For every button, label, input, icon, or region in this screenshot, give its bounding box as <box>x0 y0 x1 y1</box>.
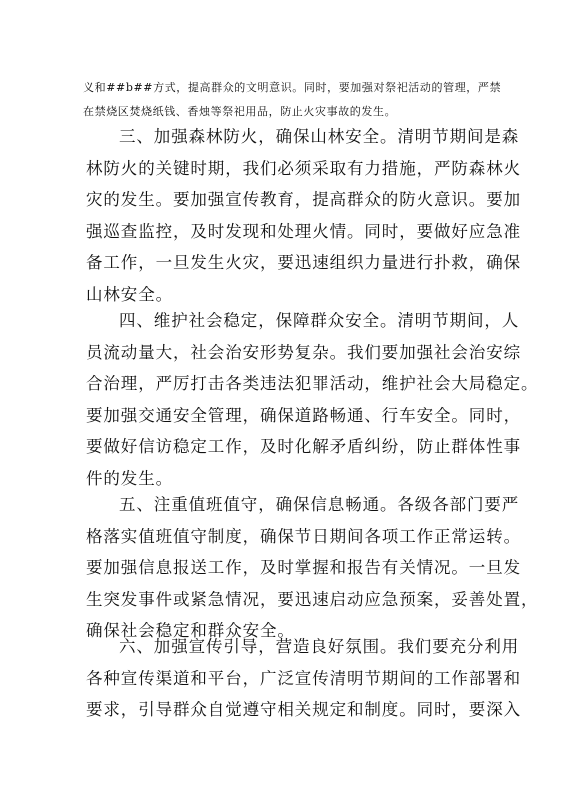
paragraph-publicity <box>86 631 521 726</box>
paragraph-line: 六、加强宣传引导，营造良好氛围。我们要充分利用 <box>119 637 520 656</box>
paragraph-line: 备工作，一旦发生火灾，要迅速组织力量进行扑救，确保 <box>86 253 521 272</box>
paragraph-forest-fire <box>86 121 521 310</box>
paragraph-duty-watch <box>86 489 539 647</box>
paragraph-social-stability <box>86 305 539 494</box>
paragraph-line: 要加强信息报送工作，及时掌握和报告有关情况。一旦发 <box>86 558 521 577</box>
paragraph-line: 格落实值班值守制度，确保节日期间各项工作正常运转。 <box>86 526 521 546</box>
paragraph-line: 灾的发生。要加强宣传教育，提高群众的防火意识。要加 <box>86 190 521 209</box>
paragraph-line: 员流动量大，社会治安形势复杂。我们要加强社会治安综 <box>86 342 521 362</box>
paragraph-line: 生突发事件或紧急情况，要迅速启动应急预案，妥善处置， <box>86 589 539 609</box>
paragraph-line: 四、维护社会稳定，保障群众安全。清明节期间，人 <box>119 311 520 330</box>
paragraph-line: 五、注重值班值守，确保信息畅通。各级各部门要严 <box>119 495 520 514</box>
intro-line-2: 在禁烧区焚烧纸钱、香烛等祭祀用品，防止火灾事故的发生。 <box>83 105 397 118</box>
paragraph-line: 各种宣传渠道和平台，广泛宣传清明节期间的工作部署和 <box>86 668 521 688</box>
paragraph-line: 要做好信访稳定工作，及时化解矛盾纠纷，防止群体性事 <box>86 437 521 456</box>
paragraph-line: 强巡查监控，及时发现和处理火情。同时，要做好应急准 <box>86 221 521 241</box>
paragraph-line: 林防火的关键时期，我们必须采取有力措施，严防森林火 <box>86 158 521 178</box>
paragraph-line: 要加强交通安全管理，确保道路畅通、行车安全。同时， <box>86 405 521 425</box>
intro-line-1: 义和##b##方式，提高群众的文明意识。同时，要加强对祭祀活动的管理，严禁 <box>83 81 502 94</box>
paragraph-line: 山林安全。 <box>86 284 173 304</box>
paragraph-line: 确保社会稳定和群众安全。 <box>86 621 295 640</box>
paragraph-line: 要求，引导群众自觉遵守相关规定和制度。同时，要深入 <box>86 700 521 719</box>
paragraph-line: 合治理，严厉打击各类违法犯罪活动，维护社会大局稳定。 <box>86 374 539 393</box>
paragraph-line: 三、加强森林防火，确保山林安全。清明节期间是森 <box>119 127 520 146</box>
paragraph-line: 件的发生。 <box>86 468 173 488</box>
